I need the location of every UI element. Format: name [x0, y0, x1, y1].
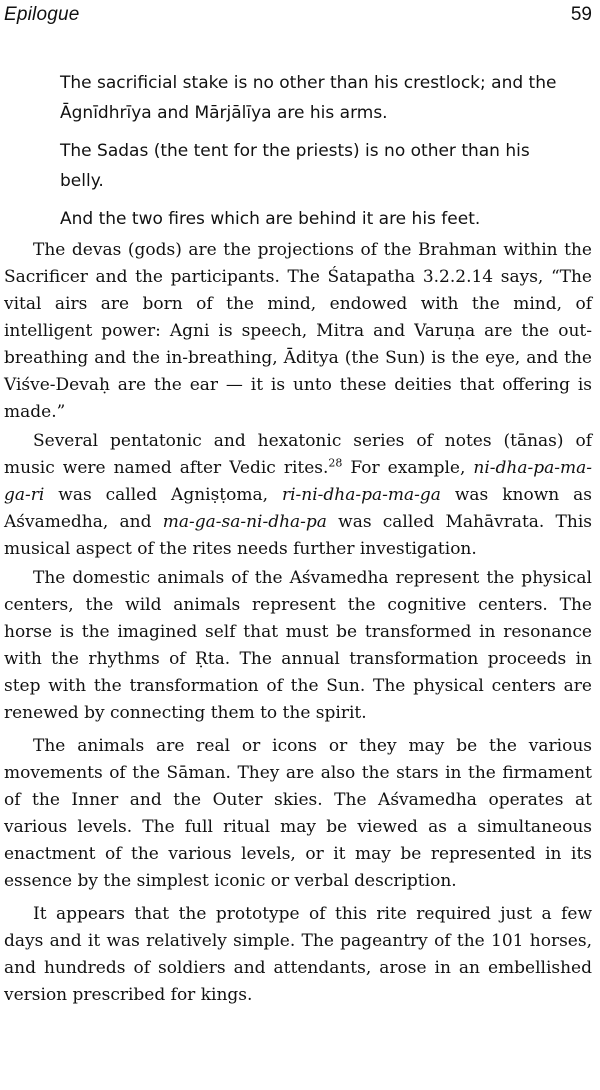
- running-head: [4, 0, 592, 30]
- paragraph-prototype: It appears that the prototype of this rite required just a few days and it was relatively simple. The pageantry of the 101 horses, and hundreds of soldiers and attendants, arose in an embellished version prescribed for kings.: [4, 904, 592, 1005]
- page-number: 59: [570, 4, 592, 25]
- paragraph-animals-icons: The animals are real or icons or they may be the various movements of the Sāman. They are also the stars in the firmament of the Inner and the Outer skies. The Aśvamedha operates at various levels. The full ritual may be viewed as a simultaneous enactment of the various levels, or it may be represented in its essence by the simplest iconic or verbal description.: [4, 736, 592, 891]
- paragraph-music-text-e: was called Mahāvrata. This musical aspect of the rites needs further investigation.: [4, 512, 592, 559]
- note-series-agnistoma: ni-dha-pa-ma-ga-ri: [4, 458, 592, 505]
- paragraph-music-text-a: Several pentatonic and hexatonic series of notes (tānas) of music were named after Vedic rites.: [4, 431, 592, 478]
- note-series-asvamedha: ri-ni-dha-pa-ma-ga: [281, 485, 441, 505]
- body-text: [4, 237, 592, 1009]
- paragraph-music-text-c: was called Agniṣṭoma,: [44, 485, 282, 505]
- verse-line-1: The sacrificial stake is no other than his crestlock; and the Āgnīdhrīya and Mārjālīya are his arms.: [60, 73, 557, 123]
- paragraph-music-text-b: For example,: [342, 458, 474, 478]
- paragraph-music-text-d: was known as Aśvamedha, and: [4, 485, 593, 532]
- paragraph-music: [4, 428, 592, 563]
- verse-line-2: The Sadas (the tent for the priests) is no other than his belly.: [60, 141, 530, 191]
- verse-block: [60, 68, 570, 242]
- note-series-mahavrata: ma-ga-sa-ni-dha-pa: [162, 512, 327, 532]
- paragraph-devas: The devas (gods) are the projections of the Brahman within the Sacrificer and the participants. The Śatapatha 3.2.2.14 says, “The vital airs are born of the mind, endowed with the mind, of intelligent power: Agni is speech, Mitra and Varuṇa are the out-breathing and the in-breathing, Āditya (the Sun) is the eye, and the Viśve-Devaḥ are the ear — it is unto these deities that offering is made.”: [4, 240, 592, 422]
- chapter-title: Epilogue: [4, 4, 80, 25]
- verse-line-3: And the two fires which are behind it are his feet.: [60, 209, 481, 229]
- footnote-marker: 28: [328, 456, 343, 470]
- paragraph-animals-centers: The domestic animals of the Aśvamedha represent the physical centers, the wild animals represent the cognitive centers. The horse is the imagined self that must be transformed in resonance with the rhythms of Ṛta. The annual transformation proceeds in step with the transformation of the Sun. The physical centers are renewed by connecting them to the spirit.: [4, 568, 592, 723]
